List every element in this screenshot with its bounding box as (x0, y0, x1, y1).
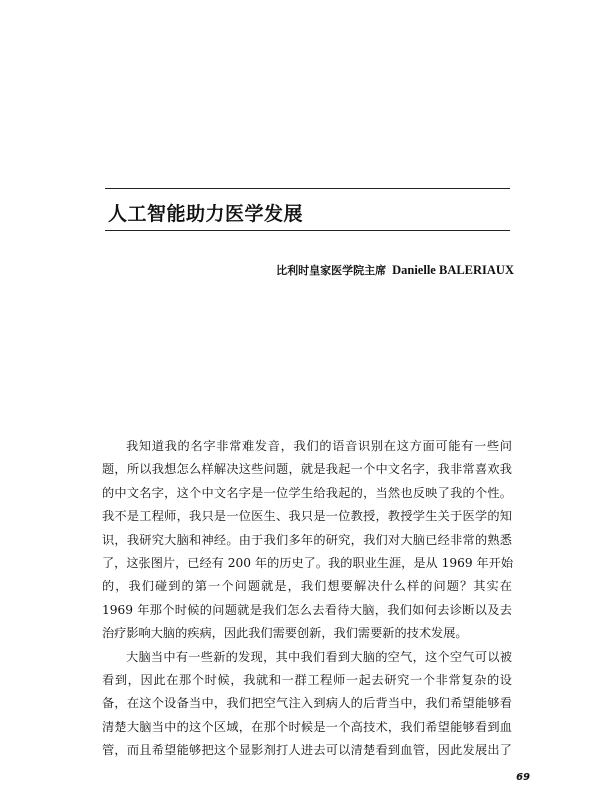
body-line: 题，所以我想怎么样解决这些问题，就是我起一个中文名字，我非常喜欢我 (102, 462, 512, 477)
title-top-rule (105, 188, 510, 189)
body-line: 管，而且希望能够把这个显影剂打人进去可以清楚看到血管，因此发展出了 (102, 743, 512, 758)
body-line: 了，这张图片，已经有 200 年的历史了。我的职业生涯，是从 1969 年开始 (102, 555, 514, 570)
body-line: 看到，因此在那个时候，我就和一群工程师一起去研究一个非常复杂的设 (102, 672, 512, 687)
body-line: 备，在这个设备当中，我们把空气注入到病人的后背当中，我们希望能够看 (102, 696, 512, 711)
body-line: 1969 年那个时候的问题就是我们怎么去看待大脑，我们如何去诊断以及去 (102, 602, 512, 617)
body-line: 清楚大脑当中的这个区域，在那个时候是一个高技术，我们希望能够看到血 (102, 719, 512, 734)
body-line: 大脑当中有一些新的发现，其中我们看到大脑的空气，这个空气可以被 (126, 649, 512, 664)
body-line: 识，我研究大脑和神经。由于我们多年的研究，我们对大脑已经非常的熟悉 (102, 532, 512, 547)
body-text (102, 435, 512, 762)
body-line: 我不是工程师，我只是一位医生、我只是一位教授，教授学生关于医学的知 (102, 509, 512, 524)
author-name: Danielle BALERIAUX (392, 263, 514, 277)
body-line: 我知道我的名字非常难发音，我们的语音识别在这方面可能有一些问 (126, 439, 512, 453)
article-title: 人工智能助力医学发展 (108, 203, 304, 225)
page-number: 69 (516, 772, 530, 783)
body-line: 治疗影响大脑的疾病，因此我们需要创新，我们需要新的技术发展。 (102, 626, 468, 641)
author-line (276, 262, 514, 278)
title-bottom-rule (105, 230, 510, 231)
author-role: 比利时皇家医学院主席 (276, 264, 387, 277)
body-line: 的，我们碰到的第一个问题就是，我们想要解决什么样的问题？其实在 (102, 579, 512, 594)
body-line: 的中文名字，这个中文名字是一位学生给我起的，当然也反映了我的个性。 (102, 485, 512, 500)
